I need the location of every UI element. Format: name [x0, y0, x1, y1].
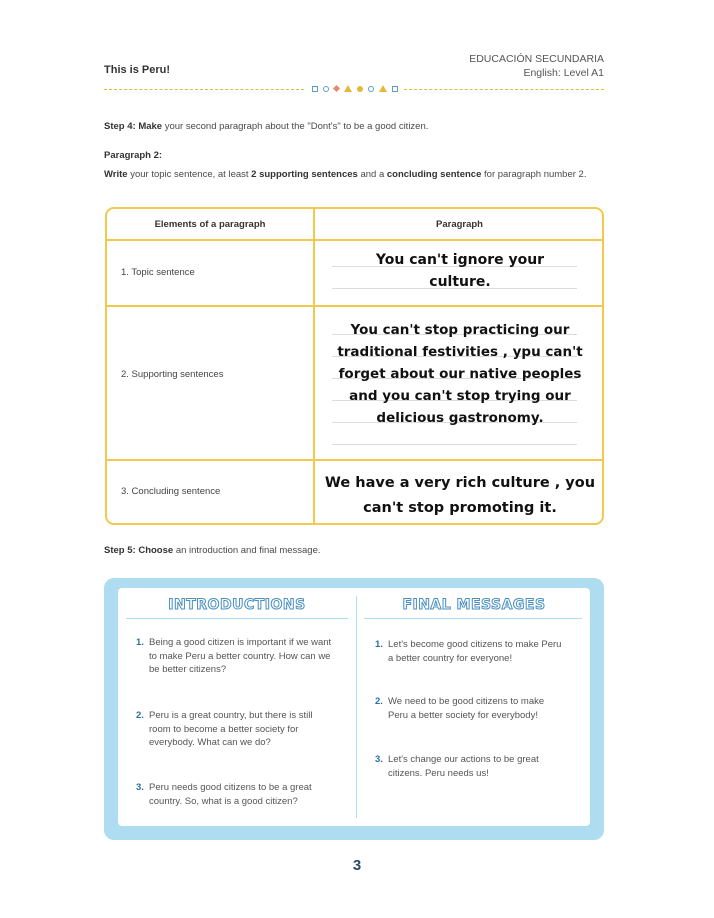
dot-icon	[357, 86, 363, 92]
final-message-item[interactable]: 2. We need to be good citizens to make Peru a better society for everybody!	[375, 696, 545, 721]
answer-concluding-sentence: We have a very rich culture , you can't stop promoting it.	[324, 475, 596, 516]
final-message-item[interactable]: 1. Let's become good citizens to make Peru a better country for everyone!	[375, 639, 562, 664]
square-icon	[312, 86, 318, 92]
page-number: 3	[352, 857, 362, 874]
step4-verb: Make	[138, 121, 163, 132]
row-label-concluding: 3. Concluding sentence	[121, 486, 221, 497]
step5-instruction	[104, 544, 321, 558]
diamond-icon	[333, 85, 340, 92]
triangle-icon	[344, 85, 352, 92]
step4-text: your second paragraph about the "Dont's" to be a good citizen.	[164, 121, 429, 132]
paragraph2-heading: Paragraph 2:	[104, 150, 163, 161]
step5-text: an introduction and final message.	[175, 545, 321, 556]
introduction-item[interactable]: 1. Being a good citizen is important if we want to make Peru a better country. How can we be better citizens?	[136, 637, 332, 675]
introductions-title: INTRODUCTIONS	[168, 597, 306, 613]
step4-instruction	[104, 120, 428, 134]
introduction-item[interactable]: 3. Peru needs good citizens to be a great country. So, what is a good citizen?	[136, 782, 312, 807]
table-header-paragraph: Paragraph	[436, 219, 483, 230]
answer-topic-sentence: You can't ignore your culture.	[375, 252, 545, 290]
header-divider	[104, 84, 604, 96]
row-label-supporting: 2. Supporting sentences	[121, 369, 224, 380]
circle-icon	[368, 86, 374, 92]
answer-supporting-sentences: You can't stop practicing our traditional festivities , ypu can't forget about our native peoples and you can't stop trying our delicious gastronomy.	[337, 322, 583, 426]
decorative-shapes	[312, 85, 398, 92]
triangle-icon	[379, 85, 387, 92]
step4-label: Step 4:	[104, 121, 136, 132]
step5-label: Step 5:	[104, 545, 136, 556]
paragraph2-instruction: Write your topic sentence, at least 2 supporting sentences and a concluding sentence for paragraph number 2.	[104, 169, 587, 180]
introduction-item[interactable]: 2. Peru is a great country, but there is still room to become a better society for everybody. What can we do?	[136, 710, 313, 748]
page-header-title: This is Peru!	[104, 64, 171, 76]
final-message-item[interactable]: 3. Let's change our actions to be great citizens. Peru needs us!	[375, 754, 539, 779]
final-messages-title: FINAL MESSAGES	[402, 597, 546, 613]
row-label-topic: 1. Topic sentence	[121, 267, 195, 278]
header-level-line2: English: Level A1	[523, 67, 604, 79]
square-icon	[392, 86, 398, 92]
step5-verb: Choose	[138, 545, 174, 556]
header-level-line1: EDUCACIÓN SECUNDARIA	[469, 53, 604, 65]
paragraph-table	[105, 207, 604, 525]
circle-icon	[323, 86, 329, 92]
page-header-level	[469, 52, 604, 80]
table-header-elements: Elements of a paragraph	[154, 219, 266, 230]
messages-box	[104, 578, 604, 840]
